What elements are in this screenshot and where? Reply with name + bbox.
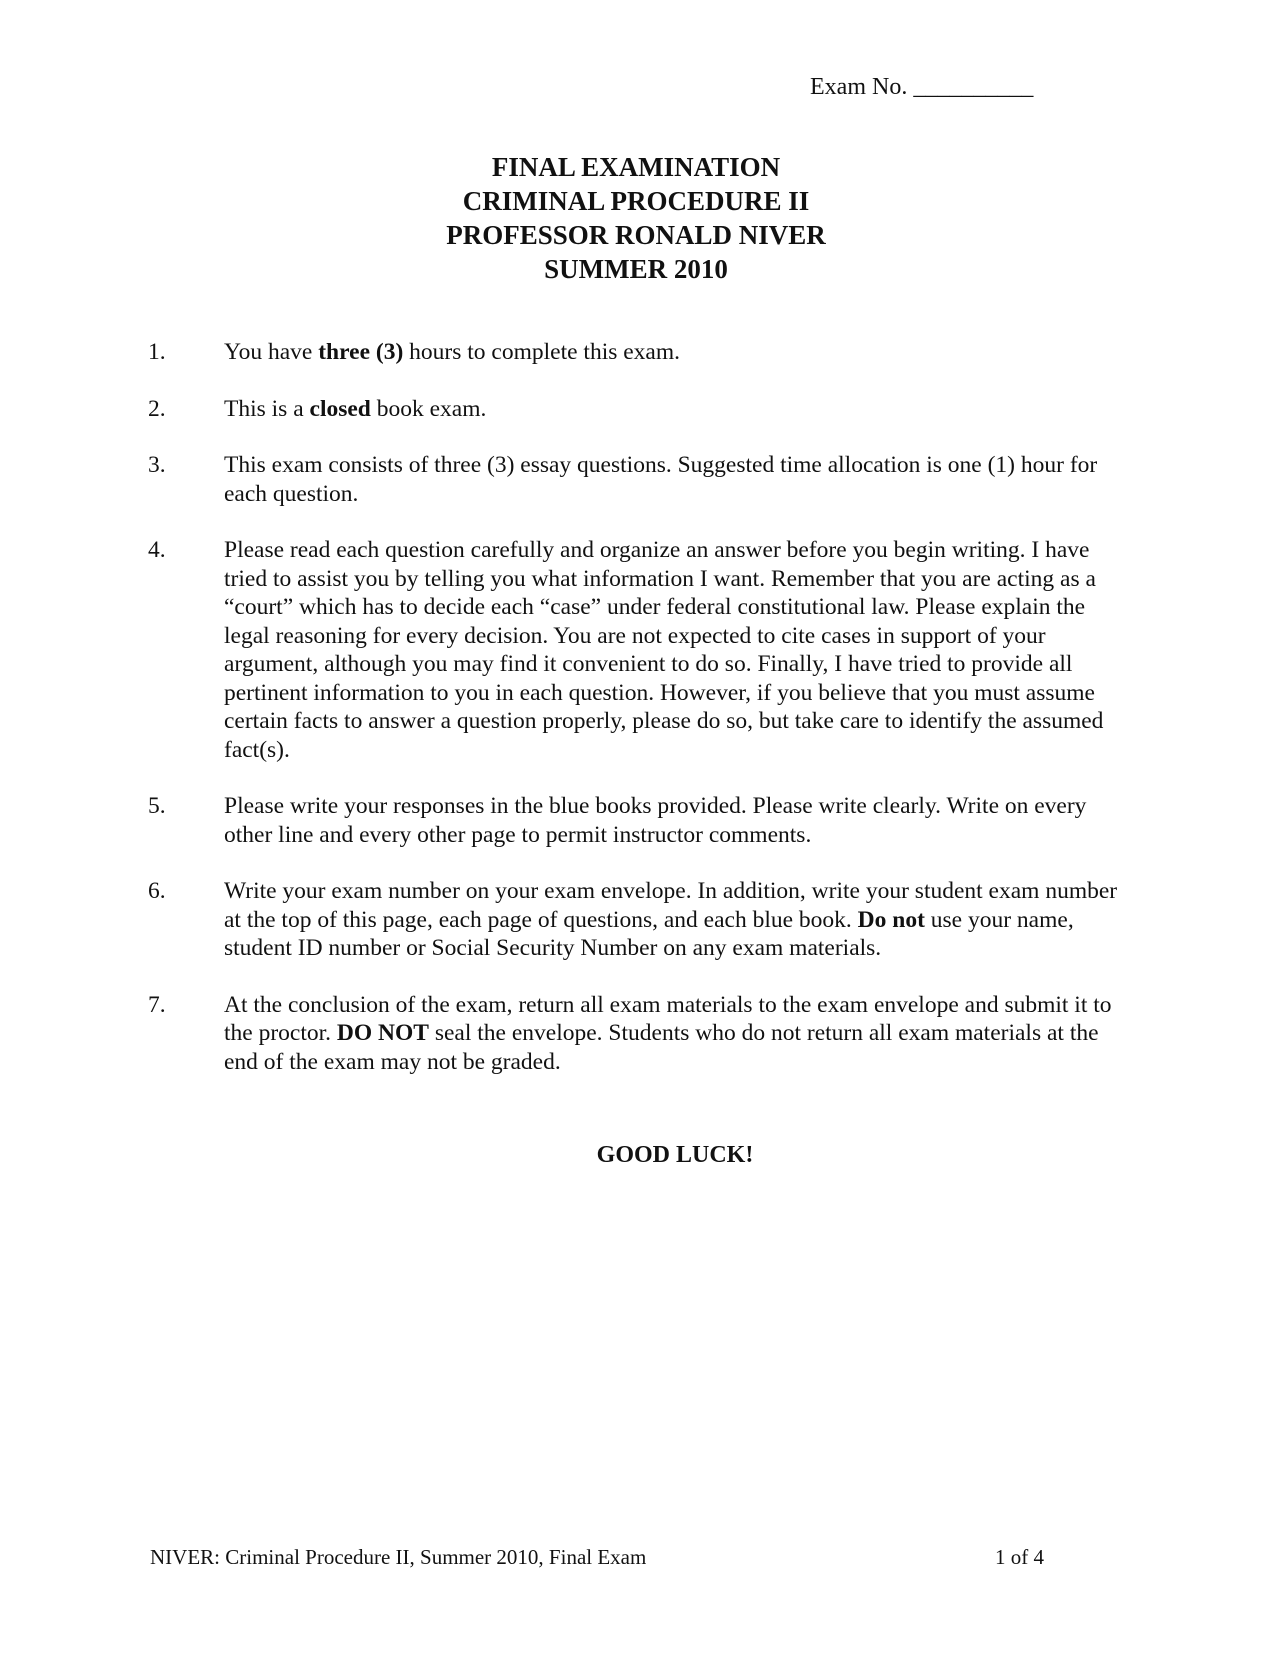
instruction-text-run: book exam.: [370, 395, 487, 422]
instruction-number: 3.: [148, 452, 166, 478]
instruction-text: [224, 536, 1124, 764]
instruction-text-run: This exam consists of three (3) essay questions. Suggested time allocation is one (1) hour for each question.: [224, 452, 1098, 507]
instruction-text-run: use your name, student ID number or Social Security Number on any exam materials.: [224, 906, 1074, 961]
instruction-item: [0, 395, 1280, 424]
footer-page-number: 1 of 4: [995, 1545, 1044, 1569]
instruction-text-run: You have: [224, 339, 319, 365]
title-line: CRIMINAL PROCEDURE II: [462, 186, 810, 216]
footer-course-label: NIVER: Criminal Procedure II, Summer 2010, Final Exam: [150, 1545, 647, 1569]
instruction-number: 2.: [148, 395, 166, 422]
instruction-text-run: At the conclusion of the exam, return all exam materials to the exam envelope and submit it to the proctor.: [224, 991, 1112, 1046]
instruction-item: [0, 338, 1280, 367]
exam-title: [0, 150, 1272, 286]
closing-message: GOOD LUCK!: [596, 1142, 754, 1168]
instruction-emphasis: three (3): [318, 339, 404, 365]
instruction-text: [224, 451, 1124, 508]
title-line: FINAL EXAMINATION: [491, 152, 781, 182]
instruction-text-run: seal the envelope. Students who do not return all exam materials at the end of the exam may not be graded.: [224, 1020, 1099, 1075]
instruction-emphasis: DO NOT: [336, 1020, 429, 1046]
instruction-number: 6.: [148, 878, 166, 904]
instruction-text: [224, 395, 1124, 424]
exam-number-field: Exam No. __________: [810, 74, 1034, 100]
instruction-number: 4.: [148, 537, 166, 563]
instruction-number: 1.: [148, 339, 166, 365]
instruction-item: [0, 991, 1280, 1077]
instruction-text: [224, 877, 1124, 963]
instruction-text: [224, 792, 1124, 849]
instruction-item: [0, 877, 1280, 963]
instruction-text-run: Write your exam number on your exam envelope. In addition, write your student exam number at the top of this page, each page of questions, and each blue book.: [224, 878, 1118, 933]
instruction-text-run: Please write your responses in the blue books provided. Please write clearly. Write on every other line and every other page to permit instructor comments.: [224, 793, 1087, 848]
instruction-emphasis: Do not: [857, 906, 925, 933]
title-line: PROFESSOR RONALD NIVER: [446, 220, 826, 250]
instructions-list: [0, 338, 1280, 1104]
instruction-emphasis: closed: [309, 395, 371, 422]
instruction-text-run: This is a: [224, 395, 310, 422]
instruction-item: [0, 451, 1280, 508]
instruction-text-run: hours to complete this exam.: [403, 339, 681, 365]
instruction-item: [0, 536, 1280, 764]
title-line: SUMMER 2010: [544, 254, 728, 284]
instruction-text-run: Please read each question carefully and organize an answer before you begin writing. I have tried to assist you by telling you what information I want. Remember that you are acting as a “court” which has to decide each “case” under federal constitutional law. Please explain the legal reasoning for every decision. You are not expected to cite cases in support of your argument, although you may find it convenient to do so. Finally, I have tried to provide all pertinent information to you in each question. However, if you believe that you must assume certain facts to answer a question properly, please do so, but take care to identify the assumed fact(s).: [224, 537, 1104, 763]
instruction-item: [0, 792, 1280, 849]
instruction-number: 7.: [148, 991, 166, 1018]
instruction-text: [224, 991, 1124, 1077]
instruction-number: 5.: [148, 793, 166, 819]
instruction-text: [224, 338, 1124, 367]
